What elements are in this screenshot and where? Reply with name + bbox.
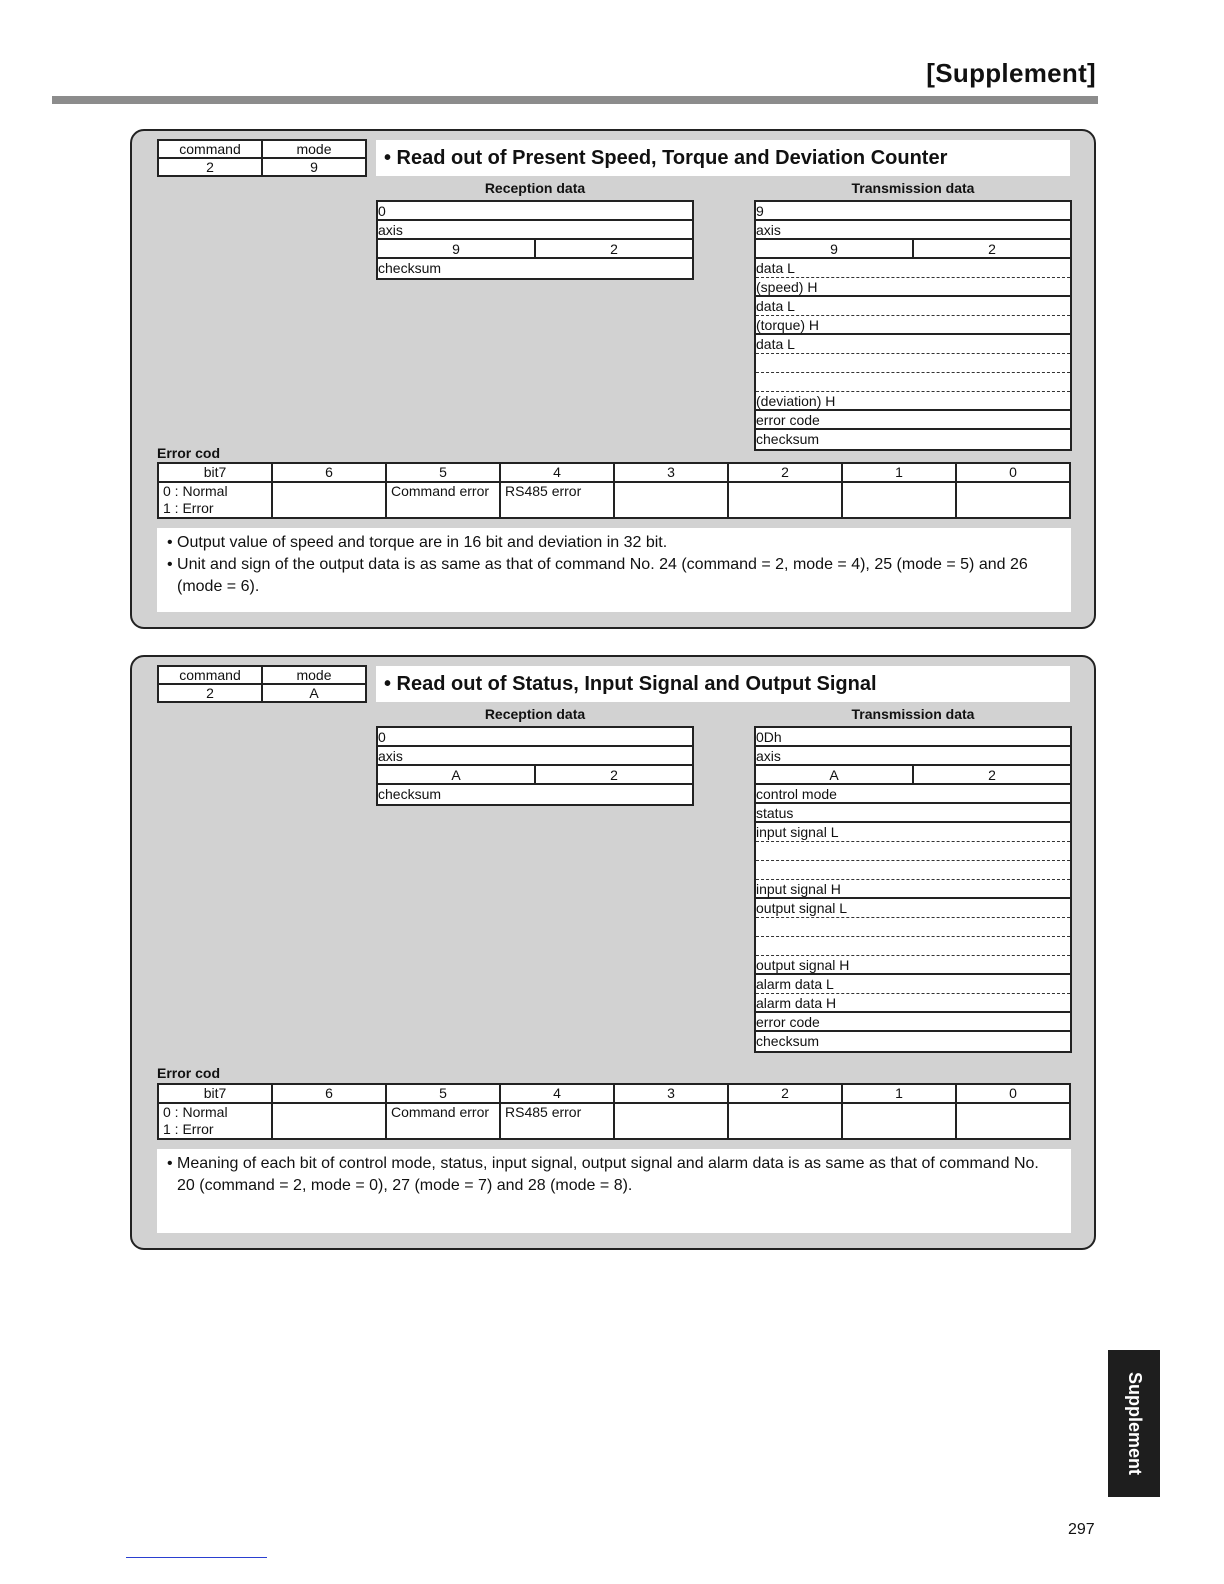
frame-row: 0Dh — [756, 728, 1070, 747]
bit3-cell — [614, 482, 728, 518]
command-mode-table — [157, 139, 367, 177]
bit7-normal: 0 : Normal — [163, 483, 228, 499]
command-section-2-9 — [130, 129, 1096, 629]
mode-value: 9 — [262, 158, 366, 176]
bit5-cell: Command error — [386, 1103, 500, 1139]
bit7-error: 1 : Error — [163, 500, 214, 516]
frame-row: axis — [378, 221, 692, 240]
command-mode-table — [157, 665, 367, 703]
command-value: 2 — [158, 684, 262, 702]
frame-row — [756, 354, 1070, 373]
frame-row: checksum — [378, 786, 442, 802]
frame-row: error code — [756, 411, 1070, 430]
bit4-cell: RS485 error — [500, 482, 614, 518]
command-header: command — [158, 140, 262, 158]
error-code-table — [157, 462, 1071, 519]
mode-header: mode — [262, 666, 366, 684]
bit-header: 6 — [272, 1084, 386, 1103]
reception-data-label: Reception data — [484, 180, 586, 196]
notes-box — [157, 528, 1071, 612]
bit7-normal: 0 : Normal — [163, 1104, 228, 1120]
bit-header: 4 — [500, 1084, 614, 1103]
frame-row: status — [756, 804, 1070, 823]
bit-header: 3 — [614, 463, 728, 482]
frame-row: input signal H — [756, 880, 1070, 899]
bit-header: 1 — [842, 1084, 956, 1103]
bit5-cell: Command error — [386, 482, 500, 518]
frame-row: data L — [756, 259, 1070, 278]
frame-row — [756, 842, 1070, 861]
frame-row: output signal L — [756, 899, 1070, 918]
supplement-side-tab — [1108, 1350, 1160, 1497]
frame-row: axis — [756, 747, 1070, 766]
reception-data-label: Reception data — [484, 706, 586, 722]
note-item: • Output value of speed and torque are in 16 bit and deviation in 32 bit. — [167, 534, 668, 551]
bit-header: bit7 — [158, 463, 272, 482]
command-header: command — [158, 666, 262, 684]
frame-row-split — [756, 240, 1070, 259]
frame-cell: 2 — [912, 766, 1070, 783]
frame-row: data L — [756, 335, 1070, 354]
frame-cell: 2 — [534, 766, 692, 783]
bit2-cell — [728, 482, 842, 518]
bit7-cell — [158, 1103, 272, 1139]
transmission-frame — [754, 200, 1072, 451]
frame-row-split — [378, 240, 692, 259]
frame-row: checksum — [378, 260, 442, 276]
bit-header: 5 — [386, 1084, 500, 1103]
reception-frame — [376, 200, 694, 280]
bit-header: 4 — [500, 463, 614, 482]
frame-cell: 2 — [912, 240, 1070, 257]
frame-row: axis — [756, 221, 1070, 240]
reception-frame — [376, 726, 694, 806]
frame-cell: A — [451, 767, 461, 783]
frame-row: (speed) H — [756, 278, 1070, 297]
frame-row: checksum — [756, 431, 820, 447]
mode-header: mode — [262, 140, 366, 158]
error-code-label: Error cod — [157, 1065, 221, 1081]
frame-row: error code — [756, 1013, 1070, 1032]
frame-row: (torque) H — [756, 316, 1070, 335]
bit7-error: 1 : Error — [163, 1121, 214, 1137]
frame-cell: 2 — [534, 240, 692, 257]
section-title: • Read out of Status, Input Signal and Output Signal — [376, 666, 1070, 702]
frame-cell: 9 — [830, 241, 838, 257]
frame-row: axis — [378, 747, 692, 766]
frame-row-split — [378, 766, 692, 785]
header-divider — [52, 96, 1098, 104]
frame-row: alarm data L — [756, 975, 1070, 994]
frame-cell: A — [829, 767, 839, 783]
bit7-cell — [158, 482, 272, 518]
bit0-cell — [956, 482, 1070, 518]
command-section-2-A — [130, 655, 1096, 1250]
frame-row: alarm data H — [756, 994, 1070, 1013]
frame-row: (deviation) H — [756, 392, 1070, 411]
frame-row-split — [756, 766, 1070, 785]
frame-row: 9 — [756, 202, 1070, 221]
frame-row — [756, 861, 1070, 880]
frame-row: 0 — [378, 728, 692, 747]
frame-cell: 9 — [452, 241, 460, 257]
bit6-cell — [272, 482, 386, 518]
mode-value: A — [262, 684, 366, 702]
bit-header: 0 — [956, 1084, 1070, 1103]
bit4-cell: RS485 error — [500, 1103, 614, 1139]
bit0-cell — [956, 1103, 1070, 1139]
bit-header: bit7 — [158, 1084, 272, 1103]
frame-row — [756, 918, 1070, 937]
bit-header: 6 — [272, 463, 386, 482]
bit-header: 0 — [956, 463, 1070, 482]
page-header-title: [Supplement] — [926, 58, 1096, 88]
bit2-cell — [728, 1103, 842, 1139]
note-item: • Meaning of each bit of control mode, status, input signal, output signal and alarm data is as same as that of command No. 20 (command = 2, mode = 0), 27 (mode = 7) and 28 (mode = 8). — [167, 1155, 1039, 1194]
command-value: 2 — [158, 158, 262, 176]
footer-link-underline — [126, 1557, 267, 1558]
note-item: • Unit and sign of the output data is as same as that of command No. 24 (command = 2, mode = 4), 25 (mode = 5) and 26 (mode = 6). — [167, 556, 1028, 595]
frame-row: 0 — [378, 202, 692, 221]
frame-row: control mode — [756, 785, 1070, 804]
frame-row — [756, 937, 1070, 956]
frame-row: checksum — [756, 1033, 820, 1049]
page-number: 297 — [1068, 1521, 1095, 1538]
transmission-data-label: Transmission data — [851, 180, 975, 196]
bit-header: 1 — [842, 463, 956, 482]
section-title: • Read out of Present Speed, Torque and Deviation Counter — [376, 140, 1070, 176]
bit1-cell — [842, 482, 956, 518]
notes-box — [157, 1149, 1071, 1233]
frame-row: data L — [756, 297, 1070, 316]
bit-header: 3 — [614, 1084, 728, 1103]
transmission-frame — [754, 726, 1072, 1053]
frame-row: input signal L — [756, 823, 1070, 842]
error-code-table — [157, 1083, 1071, 1140]
frame-row — [756, 373, 1070, 392]
bit1-cell — [842, 1103, 956, 1139]
error-code-label: Error cod — [157, 445, 221, 461]
transmission-data-label: Transmission data — [851, 706, 975, 722]
bit-header: 5 — [386, 463, 500, 482]
bit6-cell — [272, 1103, 386, 1139]
frame-row: output signal H — [756, 956, 1070, 975]
side-tab-label: Supplement — [1124, 1371, 1145, 1476]
bit-header: 2 — [728, 1084, 842, 1103]
bit3-cell — [614, 1103, 728, 1139]
bit-header: 2 — [728, 463, 842, 482]
